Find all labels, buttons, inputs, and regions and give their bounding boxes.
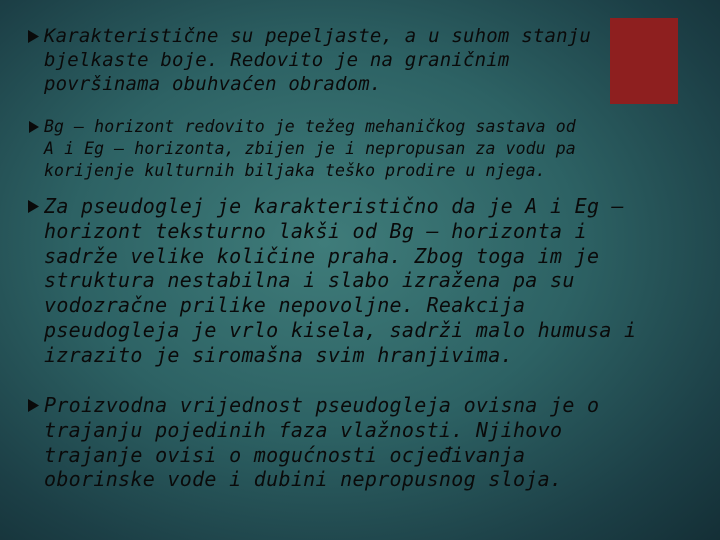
- triangle-right-icon: [22, 194, 44, 219]
- bullet-text: Za pseudoglej je karakteristično da je A i Eg – horizont teksturno lakši od Bg – horizonta i sadrže velike količine praha. Zbog toga im je struktura nestabilna i slabo izražena pa su vodozračne prilike nepovoljne. Reakcija pseudogleja je vrlo kisela, sadrži malo humusa i izrazito je siromašna svim hranjivima.: [44, 194, 637, 367]
- bullet-item: [22, 194, 636, 368]
- accent-block: [610, 18, 678, 104]
- bullet-item: [22, 24, 591, 96]
- bullet-item: [22, 116, 576, 182]
- triangle-right-icon: [22, 24, 44, 48]
- triangle-right-icon: [22, 393, 44, 418]
- bullet-text: Proizvodna vrijednost pseudogleja ovisna je o trajanju pojedinih faza vlažnosti. Njihovo trajanje ovisi o mogućnosti ocjeđivanja oborinske vode i dubini nepropusnog sloja.: [44, 393, 600, 492]
- bullet-text: Karakteristične su pepeljaste, a u suhom stanju bjelkaste boje. Redovito je na graničnim površinama obuhvaćen obradom.: [44, 25, 592, 95]
- bullet-item: [22, 393, 599, 492]
- triangle-right-icon: [22, 116, 44, 138]
- bullet-text: Bg – horizont redovito je težeg mehaničkog sastava od A i Eg – horizonta, zbijen je i nepropusan za vodu pa korijenje kulturnih biljaka teško prodire u njega.: [44, 117, 576, 180]
